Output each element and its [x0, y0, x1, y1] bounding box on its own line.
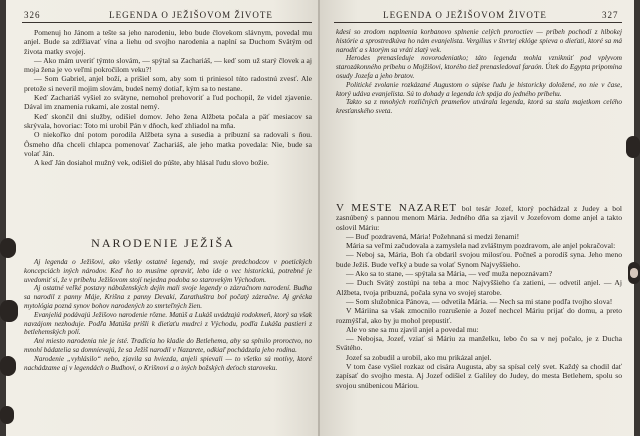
- paragraph-opening: [336, 204, 622, 232]
- paragraph: — Ako mám uveriť týmto slovám, — spýtal sa Zachariáš, — keď som už starý človek a aj moja žena je vo veľmi pokročilom veku?!: [24, 55, 312, 75]
- section-title: V MESTE NAZARET: [336, 202, 458, 214]
- paragraph: Politické zvolanie rozkázané Augustom o súpise ľudu je historicky doložené, no nie v čase, ktorý udáva evanjelista. Sú to dohady a legenda ich spája do jedného príbehu.: [336, 80, 622, 98]
- running-head: LEGENDA O JEŽIŠOVOM ŽIVOTE: [383, 10, 547, 20]
- paragraph: Jozef sa zobudil a urobil, ako mu prikázal anjel.: [346, 352, 492, 362]
- paragraph: Aj legenda o Ježišovi, ako všetky ostatné legendy, má svoje predchodcov v poetických koncepciách iných národov. Keď ho to musíme opraviť, lebo ide o vec historickú, potrebné je uvedomiť si, že v príbehu Ježišovom stojí nejedna podoba so starovekým Východom.: [24, 258, 312, 284]
- section-title: NARODENIE JEŽIŠA: [91, 236, 235, 250]
- paragraph: Pomenuj ho Jánom a tešte sa jeho narodeniu, lebo bude človekom slávnym, povedal mu anjel. Bude sa zdŕžiavať vína a liehu od svojho narodenia a naplní sa Duchom Svätým od života matky svojej.: [24, 28, 312, 56]
- page-number: 326: [24, 10, 41, 20]
- left-page: [6, 0, 320, 436]
- italic-text-block: [336, 28, 622, 116]
- paragraph: — Duch Svätý zostúpi na teba a moc Najvyššieho ťa zatieni, — odvetil anjel. — Aj Alžbeta, tvoja príbuzná, počala syna vo svojej starobe.: [336, 278, 622, 297]
- paragraph: Keď skončil dni služby, odišiel domov. Jeho žena Alžbeta počala a päť mesiacov sa skrývala, hovoriac: Toto mi urobil Pán v dňoch, keď zhliadol na mňa.: [24, 111, 312, 130]
- paragraph-text: bol tesár Jozef, ktorý pochádzal z Judey a bol zasnúbený s pannou menom Mária. Jedného dňa sa zjavil v Jozefovom dome anjel a takto oslovil Máriu:: [336, 204, 622, 232]
- paragraph: — Neboj sa, Mária, Boh ťa obdaril svojou milosťou. Počneš a porodíš syna. Jeho meno bude Ježiš. Bude veľký a bude sa volať Synom Najvyššieho.: [336, 250, 622, 269]
- right-page: [320, 0, 634, 436]
- paragraph: Mária sa veľmi začudovala a zamyslela nad zvláštnym pozdravom, ale anjel pokračoval:: [346, 241, 616, 251]
- italic-text-block: [24, 258, 312, 372]
- running-head: LEGENDA O JEŽIŠOVOM ŽIVOTE: [109, 10, 273, 20]
- paragraph: V Máriina sa však zmocnilo rozrušenie a Jozef nechcel Máriu prijať do domu, a preto rozmýšľal, ako by ju mohol prepustiť.: [336, 306, 622, 325]
- paragraph: Keď Zachariáš vyšiel zo svätyne, nemohol prehovoriť a ľud pochopil, že videl zjavenie. Dával im znamenia rukami, ale zostal nemý.: [24, 93, 312, 112]
- paragraph: — Nebojsa, Jozef, vziať si Máriu za manželku, lebo čo sa v nej počalo, je z Ducha Svätého.: [336, 334, 622, 353]
- paragraph: — Ako sa to stane, — spýtala sa Mária, — veď muža nepoznávam?: [346, 269, 553, 279]
- header-rule: [334, 22, 622, 23]
- paragraph: — Buď pozdravená, Mária! Požehnaná si medzi ženami!: [346, 231, 520, 241]
- page-number: 327: [602, 10, 619, 20]
- paragraph: Herodes prenasleduje novorodeniatko; táto legenda mohla vzniknúť pod vplyvom starozákonného príbehu o Mojžišovi, ktorého tiež prenasledoval faraón. Útek do Egypta pripomína osudy Jozefa a jeho bratov.: [336, 54, 622, 80]
- paragraph: A keď Ján dosiahol mužný vek, odišiel do púšte, aby hlásal ľudu slovo božie.: [34, 158, 269, 168]
- paragraph: V tom čase vyšiel rozkaz od cisára Augusta, aby sa spísal celý svet. Každý sa chodil dať zapísať do svojho mesta. Aj Jozef odišiel z Galiley do Judey, do mesta Betlehem, spolu so svojou snúbenicou Máriou.: [336, 362, 622, 390]
- paragraph: Ale vo sne sa mu zjavil anjel a povedal mu:: [346, 324, 479, 334]
- paragraph: Aj ostatné veľké postavy náboženských dejín mali svoje legendy o zázračnom narodení. Budha sa narodil z panny Máje, Krišna z panny Devaki, Zarathuštra bol počatý zázračne. Aj grécka mytológia pozná synov bohov narodených zo smrteľných žien.: [24, 284, 312, 310]
- paragraph: — Som služobnica Pánova, — odvetila Mária. — Nech sa mi stane podľa tvojho slova!: [346, 296, 613, 306]
- main-text-block: [336, 204, 622, 390]
- paragraph: Evanjeliá podávajú Ježišovo narodenie rôzne. Matúš a Lukáš uvádzajú rodokmeň, ktorý sa však navzájom nezhoduje. Podľa Matúša prišli k dieťaťu mudrci z Východu, podľa Lukáša pastieri z betlehemských polí.: [24, 310, 312, 337]
- paragraph: Narodenie „vyhlásilo“ nebo, zjavila sa hviezda, anjeli spievali — to všetko sú motívy, ktoré nachádzame aj v legendách o Budhovi, o Krišnovi a o iných božských deťoch staroveku.: [24, 354, 312, 372]
- header-rule: [22, 22, 312, 23]
- paragraph: Takto sa z mnohých rozličných prameňov utvárala legenda, ktorá sa stala majetkom celého kresťanského sveta.: [336, 98, 622, 116]
- paragraph: kdesi so zrodom naplnenia korbanovo splnenie celých proroctiev — príbeh pochodí z hlbokej histórie a sprostredkúva ho nám evanjelista. Vergílius v štvrtej eklóge spieva o dieťati, ktoré sa má narodiť a s ktorým sa vráti zlatý vek.: [336, 28, 622, 54]
- paragraph: — Som Gabriel, anjel boží, a prišiel som, aby som ti priniesol túto radostnú zvesť. Ale pretože si neveril mojim slovám, budeš nemý dotiaľ, kým sa to nestane.: [24, 74, 312, 93]
- paragraph: O niekoľko dní potom porodila Alžbeta syna a susedia a príbuzní sa radovali s ňou. Ôsmeho dňa chceli chlapca pomenovať Zachariáš, ale jeho matka povedala: Nie, bude sa volať Ján.: [24, 130, 312, 158]
- top-text-block: [24, 28, 312, 167]
- paragraph: Ani miesto narodenia nie je isté. Tradícia ho kladie do Betlehema, aby sa splnilo proroctvo, no mnohí bádatelia sa domnievajú, že sa Ježiš narodil v Nazarete, odkiaľ pochádzala jeho rodina.: [24, 337, 312, 354]
